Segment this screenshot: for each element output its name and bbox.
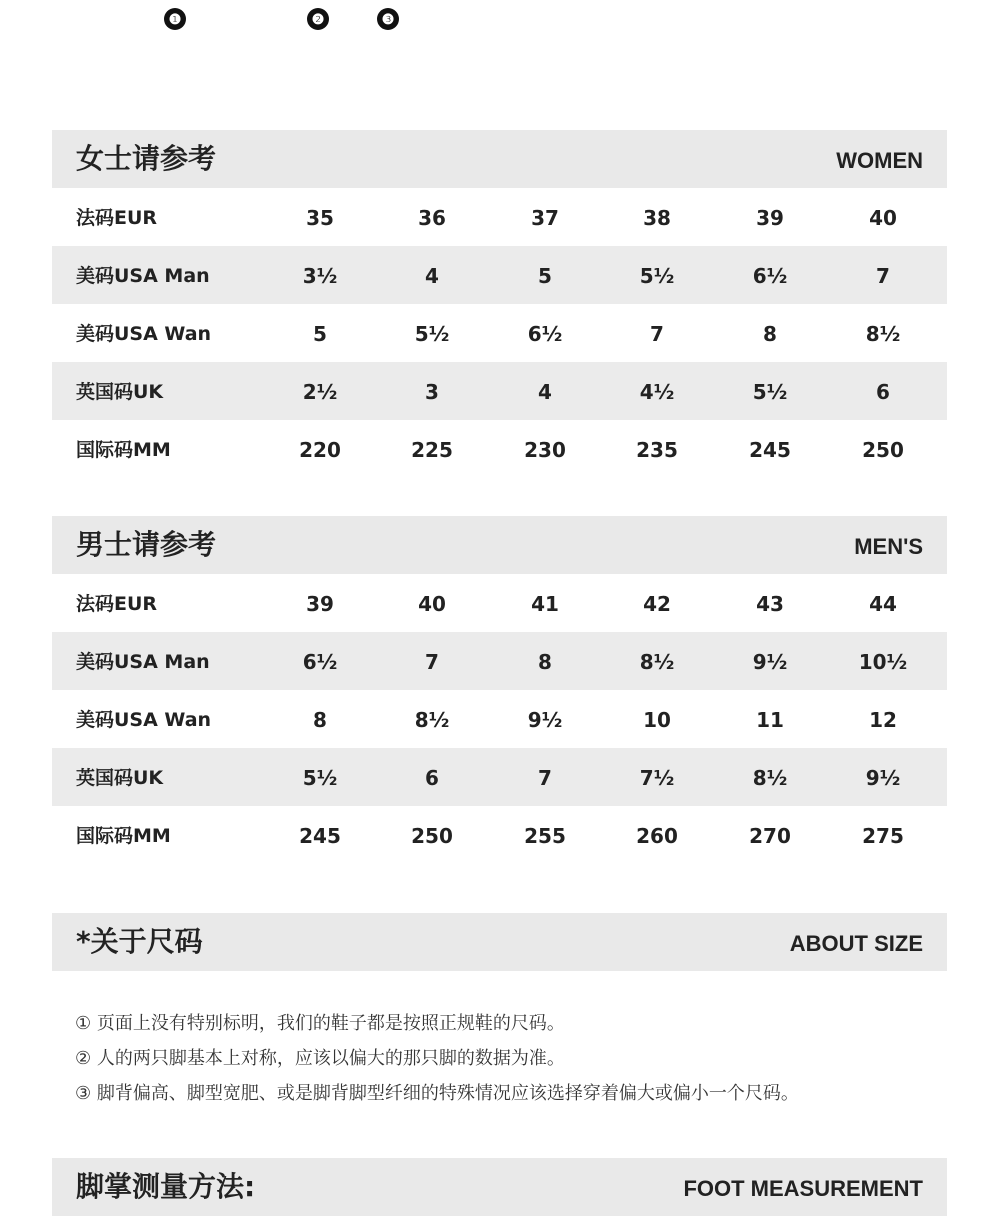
table-row-usa-man [52, 246, 947, 304]
row-label: 法码EUR [76, 593, 158, 615]
row-label: 英国码UK [76, 381, 164, 403]
table-row-eur [52, 574, 947, 632]
row-label: 国际码MM [76, 825, 171, 847]
men-section-header [52, 516, 947, 574]
men-section-title-en: MEN'S [854, 534, 923, 559]
women-section-title: 女士请参考 [76, 142, 217, 175]
measure-section-title-en: FOOT MEASUREMENT [683, 1176, 923, 1201]
table-row-eur [52, 188, 947, 246]
table-row-usa-man [52, 632, 947, 690]
size-cell: 5 [538, 264, 552, 288]
size-cell: 6½ [752, 264, 788, 288]
size-cell: 7 [650, 322, 664, 346]
table-row-uk [52, 748, 947, 806]
row-label: 法码EUR [76, 207, 158, 229]
size-cell: 6 [876, 380, 890, 404]
size-cell: 10 [643, 708, 671, 732]
table-row-usa-wan [52, 690, 947, 748]
size-cell: 250 [862, 438, 904, 462]
size-cell: 270 [749, 824, 791, 848]
row-label: 美码USA Wan [76, 323, 212, 345]
size-cell: 6½ [527, 322, 563, 346]
size-cell: 8 [763, 322, 777, 346]
size-cell: 4 [538, 380, 552, 404]
size-cell: 3 [425, 380, 439, 404]
size-cell: 36 [418, 206, 446, 230]
table-row-usa-wan [52, 304, 947, 362]
men-section-title: 男士请参考 [76, 528, 217, 561]
measure-section-header [52, 1158, 947, 1216]
step-marker-3: ❸ [377, 8, 399, 30]
size-cell: 43 [756, 592, 784, 616]
step-marker-2: ❷ [307, 8, 329, 30]
size-cell: 8 [313, 708, 327, 732]
about-section-title: *关于尺码 [76, 925, 203, 958]
size-cell: 8½ [414, 708, 450, 732]
size-note: ③ 脚背偏高、脚型宽肥、或是脚背脚型纤细的特殊情况应该选择穿着偏大或偏小一个尺码。 [75, 1083, 799, 1104]
size-cell: 5½ [639, 264, 675, 288]
size-notes [75, 1006, 955, 1111]
about-size-section [52, 913, 947, 971]
size-cell: 5 [313, 322, 327, 346]
size-cell: 245 [749, 438, 791, 462]
size-cell: 11 [756, 708, 784, 732]
size-cell: 4 [425, 264, 439, 288]
size-cell: 9½ [865, 766, 901, 790]
size-cell: 40 [869, 206, 897, 230]
size-cell: 225 [411, 438, 453, 462]
size-cell: 9½ [752, 650, 788, 674]
size-cell: 7½ [639, 766, 675, 790]
size-cell: 9½ [527, 708, 563, 732]
size-cell: 39 [306, 592, 334, 616]
size-note: ② 人的两只脚基本上对称，应该以偏大的那只脚的数据为准。 [75, 1048, 565, 1069]
size-cell: 8½ [865, 322, 901, 346]
size-cell: 8½ [752, 766, 788, 790]
size-cell: 3½ [302, 264, 338, 288]
table-row-mm [52, 420, 947, 478]
size-cell: 6½ [302, 650, 338, 674]
size-cell: 220 [299, 438, 341, 462]
row-label: 国际码MM [76, 439, 171, 461]
size-cell: 5½ [302, 766, 338, 790]
size-cell: 230 [524, 438, 566, 462]
row-label: 美码USA Man [76, 265, 210, 287]
size-cell: 44 [869, 592, 897, 616]
women-size-table [52, 130, 947, 478]
table-row-mm [52, 806, 947, 864]
table-row-uk [52, 362, 947, 420]
size-cell: 8 [538, 650, 552, 674]
row-label: 美码USA Wan [76, 709, 212, 731]
size-note: ① 页面上没有特别标明，我们的鞋子都是按照正规鞋的尺码。 [75, 1013, 565, 1034]
size-cell: 5½ [752, 380, 788, 404]
foot-measurement-section [52, 1158, 947, 1216]
size-cell: 275 [862, 824, 904, 848]
size-cell: 2½ [302, 380, 338, 404]
row-label: 美码USA Man [76, 651, 210, 673]
size-cell: 10½ [858, 650, 908, 674]
measure-section-title: 脚掌测量方法: [76, 1170, 256, 1203]
about-section-header [52, 913, 947, 971]
size-cell: 7 [538, 766, 552, 790]
size-cell: 6 [425, 766, 439, 790]
size-cell: 39 [756, 206, 784, 230]
size-cell: 41 [531, 592, 559, 616]
size-cell: 5½ [414, 322, 450, 346]
size-cell: 245 [299, 824, 341, 848]
size-cell: 35 [306, 206, 334, 230]
women-section-title-en: WOMEN [836, 148, 923, 173]
size-cell: 250 [411, 824, 453, 848]
size-cell: 235 [636, 438, 678, 462]
size-cell: 12 [869, 708, 897, 732]
top-markers [0, 8, 1000, 34]
men-size-table [52, 516, 947, 864]
size-cell: 8½ [639, 650, 675, 674]
size-cell: 260 [636, 824, 678, 848]
size-cell: 255 [524, 824, 566, 848]
size-cell: 42 [643, 592, 671, 616]
row-label: 英国码UK [76, 767, 164, 789]
step-marker-1: ❶ [164, 8, 186, 30]
about-section-title-en: ABOUT SIZE [789, 931, 923, 956]
size-cell: 38 [643, 206, 671, 230]
size-cell: 4½ [639, 380, 675, 404]
size-cell: 7 [425, 650, 439, 674]
size-cell: 40 [418, 592, 446, 616]
size-cell: 7 [876, 264, 890, 288]
size-cell: 37 [531, 206, 559, 230]
women-section-header [52, 130, 947, 188]
